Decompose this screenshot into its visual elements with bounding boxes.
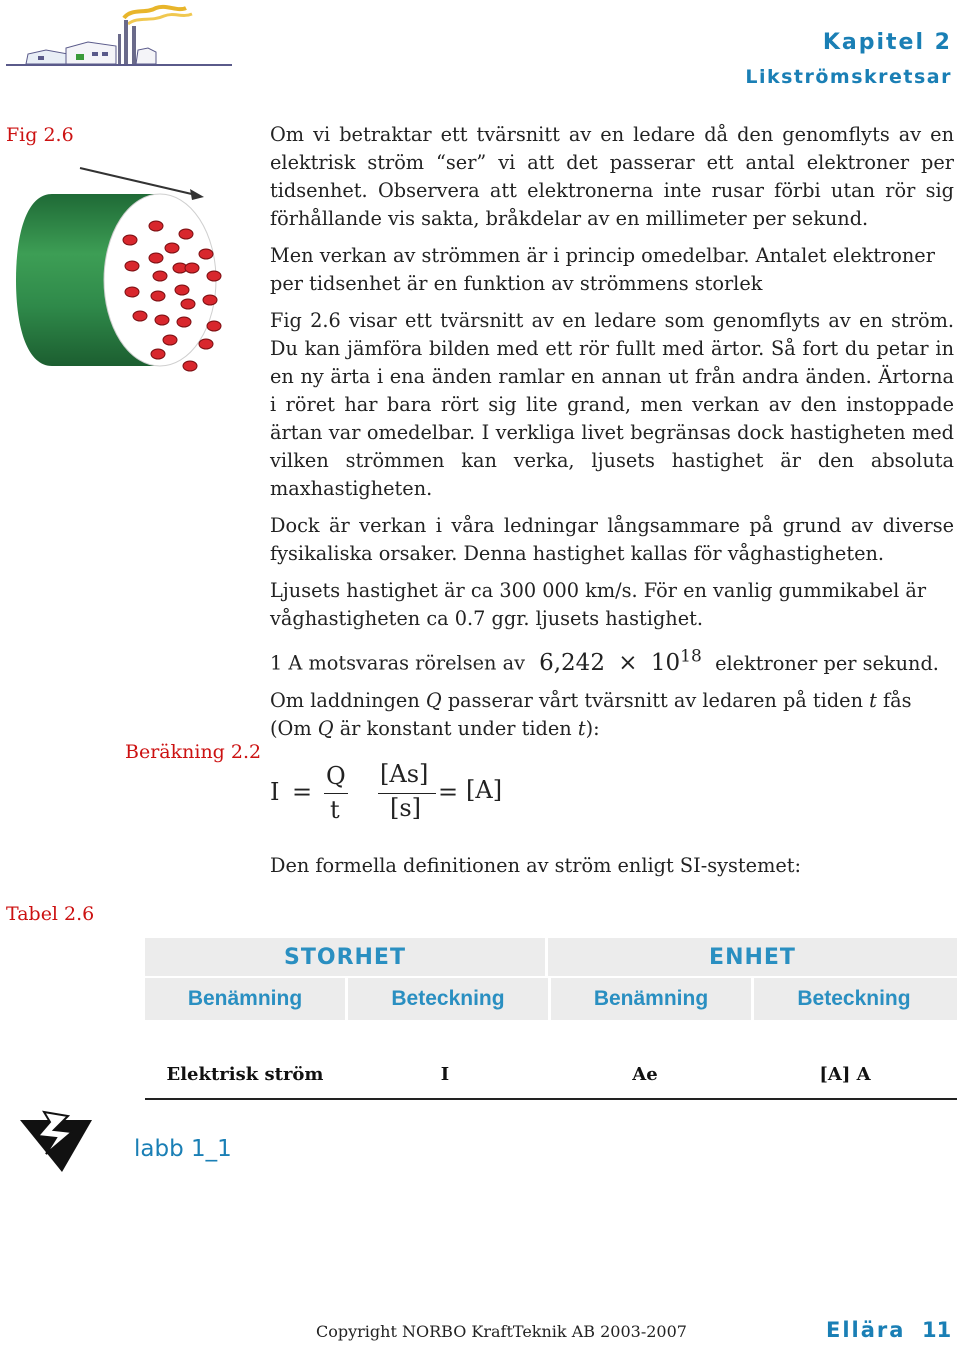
electrons-text-pre: 1 A motsvaras rörelsen av [270, 651, 525, 675]
table-cell: Ae [632, 1063, 658, 1085]
equation-numerator: Q [326, 762, 346, 790]
figure-label: Fig 2.6 [6, 124, 74, 146]
unit-numerator: [As] [380, 760, 429, 788]
column-header: Benämning [145, 978, 348, 1020]
table-label: Tabel 2.6 [6, 903, 95, 925]
unit-denominator: [s] [390, 794, 422, 822]
group-header-unit: ENHET [709, 944, 796, 970]
chapter-title: Kapitel 2 [822, 30, 952, 55]
lightning-bolt-icon [16, 1108, 96, 1174]
column-header: Benämning [551, 978, 754, 1020]
table-group-header-row [145, 938, 957, 976]
conductor-cross-section-figure [10, 160, 235, 382]
si-table [145, 938, 957, 1100]
lab-link[interactable]: labb 1_1 [134, 1136, 232, 1162]
page-number: 11 [922, 1318, 952, 1342]
paragraph-6 [270, 642, 954, 678]
group-header-quantity: STORHET [145, 938, 548, 976]
electrons-text-post: elektroner per sekund. [715, 651, 939, 675]
table-row [145, 1050, 957, 1100]
paragraph-5: Ljusets hastighet är ca 300 000 km/s. För en vanlig gummikabel är våghastigheten ca 0.7 ggr. ljusets hastighet. [270, 579, 927, 630]
equation-lhs: I [270, 778, 280, 806]
footer-book-title: Ellära [826, 1318, 906, 1342]
column-header: Beteckning [797, 987, 911, 1010]
equation-equals-1: = [292, 778, 313, 806]
paragraph-8: Den formella definitionen av ström enligt SI-systemet: [270, 854, 802, 877]
footer-copyright: Copyright NORBO KraftTeknik AB 2003-2007 [316, 1322, 687, 1341]
fraction-line-1 [324, 793, 348, 794]
equation-result: [A] [466, 776, 503, 804]
table-cell: Elektrisk ström [166, 1063, 324, 1085]
current-equation [270, 760, 530, 830]
main-text [270, 121, 954, 743]
paragraph-7: Om laddningen Q passerar vårt tvärsnitt av ledaren på tiden t fås (Om Q är konstant under tiden t): [270, 688, 912, 740]
paragraph-1: Om vi betraktar ett tvärsnitt av en ledare då den genomflyts av en elektrisk ström “ser” vi att det passerar ett antal elektroner per tidsenhet. Observera att elektronerna inte rusar förbi utan rör sig förhållande vis sakta, bråkdelar av en millimeter per sekund. [270, 123, 954, 230]
table-column-header-row [145, 976, 957, 1020]
chapter-subtitle: Likströmskretsar [745, 66, 952, 88]
equation-denominator: t [330, 796, 340, 824]
electrons-number: $6,242 \times 10^{18}$ [539, 646, 702, 676]
paragraph-2: Men verkan av strömmen är i princip omedelbar. Antalet elektroner per tidsenhet är en funktion av strömmens storlek [270, 244, 935, 295]
calculation-label: Beräkning 2.2 [125, 741, 262, 763]
column-header: Beteckning [348, 978, 551, 1020]
table-cell: I [440, 1063, 450, 1085]
equation-equals-2: = [438, 778, 459, 806]
table-cell: [A] A [819, 1063, 871, 1085]
paragraph-4: Dock är verkan i våra ledningar långsammare på grund av diverse fysikaliska orsaker. Denna hastighet kallas för våghastigheten. [270, 514, 954, 565]
paragraph-3: Fig 2.6 visar ett tvärsnitt av en ledare som genomflyts av en ström. Du kan jämföra bilden med ett rör fullt med ärtor. Så fort du petar in en ny ärta i ena änden ramlar en annan ut från andra änden. Ärtorna i röret har bara rört sig lite grand, men verkan av den instoppade ärtan var omedelbar. I verkliga livet begränsas dock hastigheten med vilken strömmen kan verka, ljusets hastighet är den absoluta maxhastigheten. [270, 309, 954, 500]
factory-logo [6, 4, 232, 70]
